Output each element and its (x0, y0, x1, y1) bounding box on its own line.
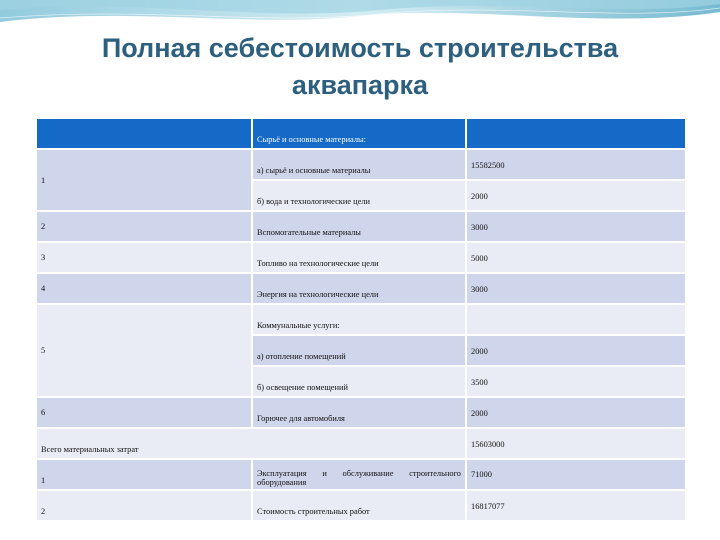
row-label: б) освещение помещений (252, 366, 466, 397)
row-label: Вспомогательные материалы (252, 211, 466, 242)
row-label: Коммунальные услуги: (252, 304, 466, 335)
row-label: Энергия на технологические цели (252, 273, 466, 304)
table-row (36, 211, 686, 242)
row-value: 2000 (466, 180, 686, 211)
cost-table (35, 117, 685, 522)
title-line-1: Полная себестоимость строительства (101, 33, 619, 63)
row-number: 2 (36, 490, 252, 521)
row-number: 4 (36, 273, 252, 304)
header-label: Сырьё и основные материалы: (252, 118, 466, 149)
row-number: 3 (36, 242, 252, 273)
row-label: б) вода и технологические цели (252, 180, 466, 211)
table-row (36, 273, 686, 304)
row-label: а) отопление помещений (252, 335, 466, 366)
row-number: 1 (36, 149, 252, 211)
row-value: 2000 (466, 397, 686, 428)
page-title (0, 30, 720, 104)
table-row (36, 397, 686, 428)
table-header-row (36, 118, 686, 149)
row-value: 3000 (466, 273, 686, 304)
table-row (36, 242, 686, 273)
row-number: 5 (36, 304, 252, 397)
row-label: Стоимость строительных работ (252, 490, 466, 521)
table-row (36, 490, 686, 521)
row-value: 15582500 (466, 149, 686, 180)
total-value: 15603000 (466, 428, 686, 459)
row-number: 1 (36, 459, 252, 490)
table-row (36, 304, 686, 335)
row-value (466, 304, 686, 335)
row-number: 6 (36, 397, 252, 428)
total-label: Всего материальных затрат (36, 428, 466, 459)
row-label: а) сырьё и основные материалы (252, 149, 466, 180)
table-row (36, 149, 686, 180)
row-value: 3000 (466, 211, 686, 242)
title-line-2: аквапарка (291, 70, 429, 100)
row-value: 71000 (466, 459, 686, 490)
row-label: Горючее для автомобиля (252, 397, 466, 428)
row-value: 16817077 (466, 490, 686, 521)
row-label: Топливо на технологические цели (252, 242, 466, 273)
table-row (36, 459, 686, 490)
row-value: 3500 (466, 366, 686, 397)
table-row (36, 428, 686, 459)
row-number: 2 (36, 211, 252, 242)
row-value: 5000 (466, 242, 686, 273)
row-value: 2000 (466, 335, 686, 366)
row-label: Эксплуатация и обслуживание строительного оборудования (252, 459, 466, 490)
